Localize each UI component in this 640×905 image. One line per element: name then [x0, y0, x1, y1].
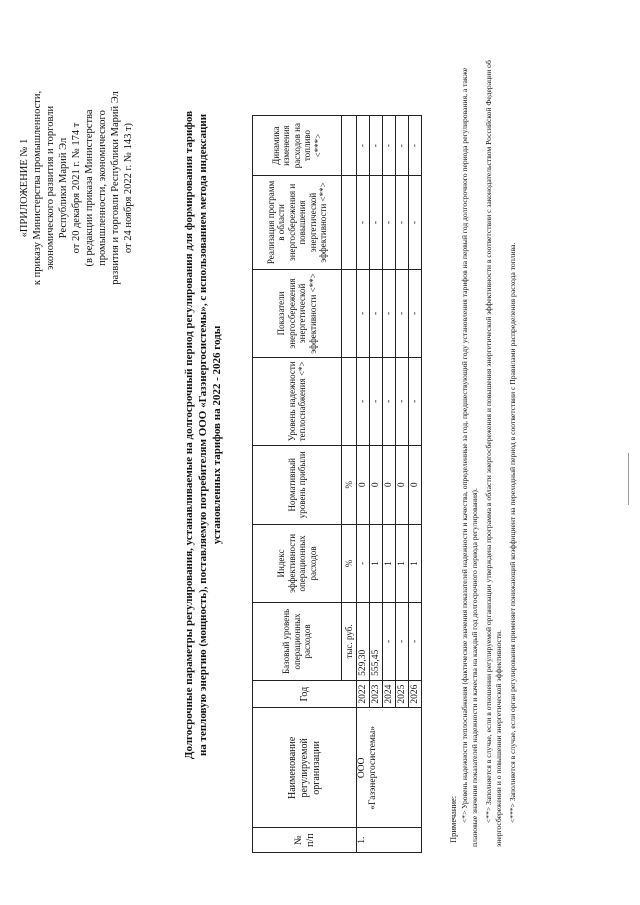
header-num: № п/п — [253, 828, 357, 853]
cell-reliability: - — [357, 358, 370, 445]
header-index: Индекс эффективности операционных расходов — [253, 524, 342, 602]
cell-base: 529,30 — [357, 603, 370, 681]
appendix-line: экономического развития и торговли — [45, 105, 56, 271]
header-profit: Нормативный уровень прибыли — [253, 445, 342, 524]
unit-empty — [342, 358, 357, 445]
note-2: <**> Заполняется в случае, если в отношении регулируемой организации утверждена программа в области энергосбережения и повышения энергетической эффективности в соответствии с законодательством Российской Федерации об энергосбережении и о повышении энергетической эффективности. — [484, 60, 503, 847]
header-fuel: Динамика изменения расходов на топливо <***> — [253, 116, 342, 176]
cell-base: - — [383, 603, 396, 681]
footer-divider — [628, 453, 629, 505]
table-row — [357, 116, 370, 853]
appendix-line: от 24 ноября 2022 г. № 143 т) — [123, 122, 134, 254]
appendix-line: промышленности, экономического — [97, 110, 108, 266]
cell-programs: - — [383, 176, 396, 270]
header-reliability: Уровень надежности теплоснабжения <*> — [253, 358, 342, 445]
document-title — [182, 75, 224, 795]
org-name-line: ООО — [357, 757, 367, 779]
note-3: <***> Заполняется в случае, если орган регулирования применяет понижающий коэффициент на переходный период в соответствии с Правилами распределения расхода топлива. — [508, 242, 517, 823]
cell-fuel: - — [357, 116, 370, 176]
cell-energy-indicators: - — [396, 269, 409, 357]
cell-programs: - — [396, 176, 409, 270]
org-name-cell — [357, 708, 422, 828]
header-base: Базовый уровень операционных расходов — [253, 603, 342, 681]
appendix-line: к приказу Министерства промышленности, — [32, 90, 43, 286]
cell-fuel: - — [396, 116, 409, 176]
header-year: Год — [253, 680, 357, 708]
cell-profit: 0 — [357, 445, 370, 524]
cell-index: 1 — [370, 524, 383, 602]
cell-base: - — [396, 603, 409, 681]
unit-empty — [342, 269, 357, 357]
cell-fuel: - — [409, 116, 422, 176]
cell-year: 2026 — [409, 680, 422, 708]
cell-energy-indicators: - — [357, 269, 370, 357]
appendix-block — [18, 58, 135, 318]
cell-profit: 0 — [409, 445, 422, 524]
cell-index: 1 — [383, 524, 396, 602]
header-programs: Реализация программ в области энергосбережения и повышения энергетической эффективности <**> — [253, 176, 342, 270]
cell-programs: - — [357, 176, 370, 270]
title-line-2: на тепловую энергию (мощность), поставляемую потребителям ООО «Газэнергосистемы», с использованием метода индексации — [197, 113, 209, 757]
unit-profit: % — [342, 445, 357, 524]
appendix-line: (в редакции приказа Министерства — [84, 109, 95, 267]
org-name-line: «Газэнергосистемы» — [367, 725, 378, 810]
unit-index: % — [342, 524, 357, 602]
header-row — [253, 116, 342, 853]
cell-year: 2022 — [357, 680, 370, 708]
title-line-3: установленных тарифов на 2022 - 2026 годы — [211, 325, 223, 545]
cell-programs: - — [409, 176, 422, 270]
cell-year: 2024 — [383, 680, 396, 708]
cell-index: 1 — [396, 524, 409, 602]
cell-profit: 0 — [396, 445, 409, 524]
unit-empty — [342, 176, 357, 270]
notes-block — [448, 47, 522, 847]
cell-reliability: - — [396, 358, 409, 445]
cell-fuel: - — [383, 116, 396, 176]
cell-year: 2025 — [396, 680, 409, 708]
header-energy-indicators: Показатели энергосбережения энергетической эффективности <**> — [253, 269, 342, 357]
cell-base: 555,45 — [370, 603, 383, 681]
note-1: <*> Уровень надежности теплоснабжения (фактические значения показателей надежности и качества, определенные за год, предшествующий году установления тарифов на первый год долгосрочного периода регулирования, а также плановые значения показателей надежности и качества на каждый год долгосрочного периода регулирования). — [460, 67, 479, 847]
cell-energy-indicators: - — [409, 269, 422, 357]
header-org: Наименование регулируемой организации — [253, 708, 357, 828]
parameters-table — [252, 115, 422, 853]
unit-empty — [342, 116, 357, 176]
cell-reliability: - — [409, 358, 422, 445]
cell-reliability: - — [370, 358, 383, 445]
notes-label: Примечание: — [448, 795, 458, 843]
row-number: 1. — [357, 828, 422, 853]
appendix-line: «ПРИЛОЖЕНИЕ № 1 — [19, 138, 30, 238]
cell-index: - — [357, 524, 370, 602]
cell-fuel: - — [370, 116, 383, 176]
cell-profit: 0 — [383, 445, 396, 524]
cell-reliability: - — [383, 358, 396, 445]
cell-year: 2023 — [370, 680, 383, 708]
cell-programs: - — [370, 176, 383, 270]
appendix-line: развития и торговли Республики Марий Эл — [110, 91, 121, 285]
cell-energy-indicators: - — [370, 269, 383, 357]
title-line-1: Долгосрочные параметры регулирования, устанавливаемые на долгосрочный период регулирования для формирования тарифов — [183, 110, 195, 760]
cell-energy-indicators: - — [383, 269, 396, 357]
cell-index: 1 — [409, 524, 422, 602]
unit-base: тыс. руб. — [342, 603, 357, 681]
appendix-line: от 20 декабря 2021 г. № 174 т — [71, 122, 82, 254]
appendix-line: Республики Марий Эл — [58, 137, 69, 239]
cell-profit: 0 — [370, 445, 383, 524]
cell-base: - — [409, 603, 422, 681]
